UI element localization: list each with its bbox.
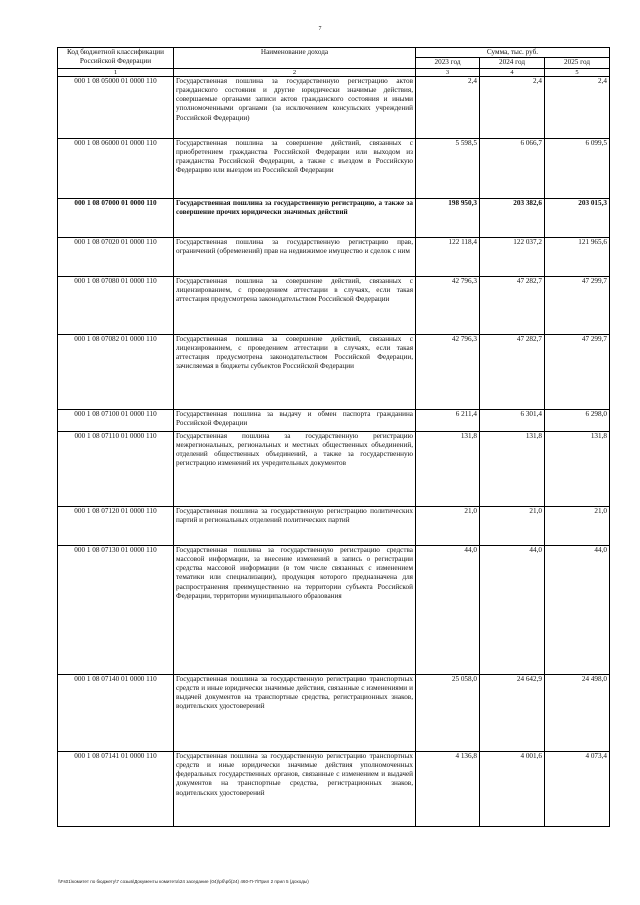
row-value-2024: 47 282,7 [480,276,545,334]
row-value-2023: 122 118,4 [416,237,480,276]
table-row [58,545,610,674]
table-row [58,334,610,409]
row-value-2025: 203 015,3 [545,198,610,237]
column-number: 1 [58,68,174,76]
row-value-2023: 198 950,3 [416,198,480,237]
row-value-2023: 4 136,8 [416,751,480,826]
row-code: 000 1 08 07100 01 0000 110 [58,409,174,431]
row-code: 000 1 08 07080 01 0000 110 [58,276,174,334]
table-row [58,276,610,334]
row-value-2025: 131,8 [545,431,610,506]
table-header [58,48,610,77]
header-sum: Сумма, тыс. руб. [416,48,610,58]
table-row [58,198,610,237]
row-value-2024: 6 066,7 [480,138,545,198]
table-row [58,76,610,138]
row-value-2024: 47 282,7 [480,334,545,409]
row-value-2024: 44,0 [480,545,545,674]
row-name: Государственная пошлина за государственную регистрацию транспортных средств и иные юридически значимые действия, связанные с изменениями и выдачей документов на транспортные средства, регистрационных знаков, водительских удостоверений [174,674,416,751]
header-year-2023: 2023 год [416,58,480,68]
row-value-2024: 131,8 [480,431,545,506]
row-value-2024: 203 382,6 [480,198,545,237]
row-value-2025: 21,0 [545,506,610,545]
table-row [58,237,610,276]
row-name: Государственная пошлина за государственную регистрацию политических партий и региональных отделений политических партий [174,506,416,545]
row-value-2025: 121 965,6 [545,237,610,276]
row-code: 000 1 08 07082 01 0000 110 [58,334,174,409]
row-value-2023: 6 211,4 [416,409,480,431]
row-code: 000 1 08 07141 01 0000 110 [58,751,174,826]
row-name: Государственная пошлина за государственную регистрацию средства массовой информации, за внесение изменений в запись о регистрации средства массовой информации (в том числе связанных с изменением тематики или специализации), продукция которого предназначена для распространения преимущественно на территории субъекта Российской Федерации, территории муниципального образования [174,545,416,674]
column-number: 4 [480,68,545,76]
row-value-2025: 47 299,7 [545,334,610,409]
file-path-footer: \\Fs01\комитет по бюджету\7 созыв\Документы комитета\24 заседание (04)\рб\рб(24) 460-П-7\Прил 2 прил 5 (доходы) [58,879,309,884]
row-value-2023: 25 058,0 [416,674,480,751]
row-value-2023: 2,4 [416,76,480,138]
row-value-2024: 21,0 [480,506,545,545]
row-name: Государственная пошлина за совершение действий, связанных с лицензированием, с проведением аттестации в случаях, если такая аттестация предусмотрена законодательством Российской Федерации [174,276,416,334]
table-row [58,431,610,506]
row-name: Государственная пошлина за государственную регистрацию актов гражданского состояния и другие юридически значимые действия, совершаемые органами записи актов гражданского состояния и иными уполномоченными органами (за исключением консульских учреждений Российской Федерации) [174,76,416,138]
row-value-2024: 2,4 [480,76,545,138]
row-value-2024: 6 301,4 [480,409,545,431]
row-value-2023: 42 796,3 [416,334,480,409]
row-name: Государственная пошлина за выдачу и обмен паспорта гражданина Российской Федерации [174,409,416,431]
row-value-2025: 4 073,4 [545,751,610,826]
row-value-2025: 2,4 [545,76,610,138]
row-code: 000 1 08 07020 01 0000 110 [58,237,174,276]
row-value-2023: 5 598,5 [416,138,480,198]
row-code: 000 1 08 07120 01 0000 110 [58,506,174,545]
header-year-2025: 2025 год [545,58,610,68]
column-number: 3 [416,68,480,76]
row-name: Государственная пошлина за государственную регистрацию транспортных средств и иные юридически значимые действия уполномоченных федеральных государственных органов, связанные с изменением и выдачей документов на транспортные средства, регистрационных знаков, водительских удостоверений [174,751,416,826]
revenue-table [57,47,610,827]
row-code: 000 1 08 07000 01 0000 110 [58,198,174,237]
row-code: 000 1 08 06000 01 0000 110 [58,138,174,198]
table-row [58,674,610,751]
row-value-2025: 24 498,0 [545,674,610,751]
row-code: 000 1 08 07110 01 0000 110 [58,431,174,506]
table-row [58,409,610,431]
column-number: 2 [174,68,416,76]
row-value-2025: 44,0 [545,545,610,674]
row-value-2023: 42 796,3 [416,276,480,334]
row-name: Государственная пошлина за совершение действий, связанных с приобретением гражданства Российской Федерации или выходом из гражданства Российской Федерации, а также с въездом в Российскую Федерацию или выездом из Российской Федерации [174,138,416,198]
row-name: Государственная пошлина за государственную регистрацию межрегиональных, региональных и местных общественных объединений, отделений общественных объединений, а также за государственную регистрацию изменений их учредительных документов [174,431,416,506]
table-body [58,76,610,826]
page-number: 7 [318,26,322,32]
table-row [58,138,610,198]
row-value-2024: 24 642,9 [480,674,545,751]
row-code: 000 1 08 07140 01 0000 110 [58,674,174,751]
row-value-2023: 44,0 [416,545,480,674]
column-number: 5 [545,68,610,76]
row-code: 000 1 08 05000 01 0000 110 [58,76,174,138]
row-value-2025: 6 099,5 [545,138,610,198]
row-value-2024: 4 001,6 [480,751,545,826]
row-name: Государственная пошлина за государственную регистрацию, а также за совершение прочих юридически значимых действий [174,198,416,237]
row-name: Государственная пошлина за совершение действий, связанных с лицензированием, с проведением аттестации в случаях, если такая аттестация предусмотрена законодательством Российской Федерации, зачисляемая в бюджеты субъектов Российской Федерации [174,334,416,409]
header-code: Код бюджетной классификации Российской Федерации [58,48,174,69]
row-value-2023: 131,8 [416,431,480,506]
table-row [58,751,610,826]
table-row [58,506,610,545]
row-value-2024: 122 037,2 [480,237,545,276]
header-column-numbers [58,68,610,76]
header-name: Наименование дохода [174,48,416,69]
row-value-2023: 21,0 [416,506,480,545]
row-code: 000 1 08 07130 01 0000 110 [58,545,174,674]
header-year-2024: 2024 год [480,58,545,68]
row-value-2025: 6 298,0 [545,409,610,431]
row-value-2025: 47 299,7 [545,276,610,334]
row-name: Государственная пошлина за государственную регистрацию прав, ограничений (обременений) прав на недвижимое имущество и сделок с ним [174,237,416,276]
